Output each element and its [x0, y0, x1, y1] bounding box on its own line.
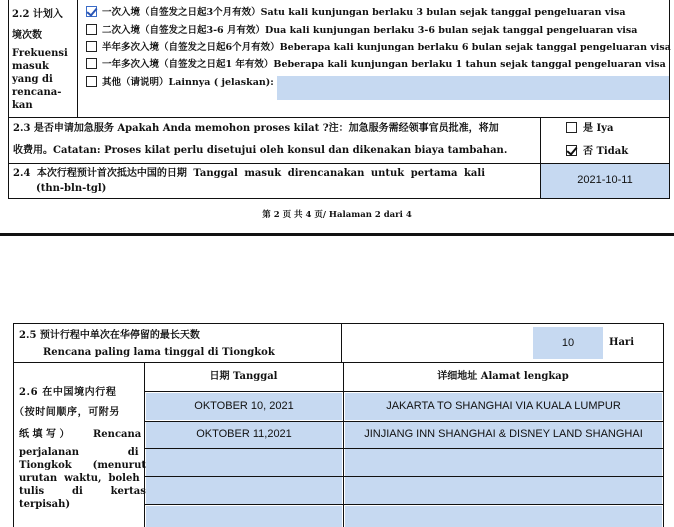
header-divider: [144, 391, 664, 392]
option-double-entry-checkbox[interactable]: [86, 24, 97, 35]
option-label-cn: 其他（请说明）: [102, 77, 169, 88]
itinerary-date-field[interactable]: [146, 449, 342, 476]
row-divider: [144, 504, 664, 505]
max-stay-days-value: 10: [561, 337, 575, 349]
expedite-yes-label: 是 Iya: [583, 123, 614, 134]
section-2-6-label-ms-line-2: urutan waktu, boleh: [19, 473, 140, 484]
itinerary-date-field[interactable]: [146, 506, 342, 527]
section-2-3-question: 2.3 是否申请加急服务 Apakah Anda memohon proses kilat ?注：加急服务需经领事官员批准，将加: [13, 123, 499, 134]
border-right: [669, 117, 670, 199]
option-half-year[interactable]: [102, 42, 671, 54]
option-label-cn: 一年多次入境（自签发之日起1 年有效）: [102, 59, 274, 70]
table-top-border: [13, 323, 664, 324]
itinerary-date-value: OKTOBER 11,2021: [196, 428, 292, 440]
option-label-cn: 一次入境（自签发之日起3个月有效）: [102, 7, 261, 18]
section-2-3-note: 收费用。Catatan: Proses kilat perlu disetujui oleh konsul dan dikenakan biaya tambahan.: [13, 145, 508, 156]
section-2-6-label-cn-3: [19, 428, 69, 441]
border-right: [669, 0, 670, 118]
section-2-6-label-ms-line-4: terpisah): [19, 499, 71, 510]
border-left: [8, 0, 9, 118]
column-divider-date: [343, 362, 344, 527]
row-divider-2-3-top: [8, 117, 670, 118]
option-label-ms: Beberapa kali kunjungan berlaku 1 tahun sejak tanggal pengeluaran visa: [273, 59, 666, 70]
section-2-2-label-ms-3: rencana-: [12, 87, 62, 98]
option-double-entry[interactable]: [102, 25, 637, 37]
section-2-4-format: (thn-bln-tgl): [36, 183, 107, 194]
expedite-no-checkbox[interactable]: [566, 145, 577, 156]
section-2-6-label-ms-1: Rencana: [93, 429, 142, 440]
option-label-cn: 半年多次入境（自签发之日起6个月有效）: [102, 42, 280, 53]
section-2-6-label-ms-line-0: perjalanan di: [19, 447, 139, 458]
section-2-2-label-ms-4: kan: [12, 100, 33, 111]
itinerary-address-value: JINJIANG INN SHANGHAI & DISNEY LAND SHANGHAI: [364, 428, 643, 440]
page-break: [0, 233, 674, 236]
column-divider: [341, 323, 342, 363]
section-2-2-label-ms-1: masuk: [12, 61, 49, 72]
first-entry-date-value: 2021-10-11: [577, 174, 633, 186]
section-2-4-label: 2.4 本次行程预计首次抵达中国的日期 Tanggal masuk direncanakan untuk pertama kali: [13, 168, 485, 179]
section-2-2-label-ms-2: yang di: [12, 74, 53, 85]
label-cn-part: 纸 填 写 ）: [19, 429, 70, 440]
section-2-5-label: 2.5 预计行程中单次在华停留的最长天数: [19, 330, 200, 341]
table-right-border: [663, 323, 664, 527]
option-label-cn: 二次入境（自签发之日起3-6 月有效）: [102, 25, 265, 36]
option-label-ms: Dua kali kunjungan berlaku 3-6 bulan sejak tanggal pengeluaran visa: [264, 25, 638, 36]
expedite-yes-checkbox[interactable]: [566, 122, 577, 133]
other-explanation-input[interactable]: [277, 76, 669, 100]
column-header-address: 详细地址 Alamat lengkap: [437, 371, 569, 382]
section-2-2-label-cn-2: 境次数: [12, 30, 42, 41]
section-2-2-label-cn-1: 2.2 计划入: [12, 9, 63, 20]
max-stay-unit: Hari: [609, 337, 634, 348]
expedite-no-label: 否 Tidak: [583, 146, 629, 157]
section-2-5-label-ms: Rencana paling lama tinggal di Tiongkok: [43, 347, 275, 358]
section-2-6-label-cn-1: 2.6 在中国境内行程: [19, 387, 117, 398]
option-single-entry-checkbox[interactable]: [86, 6, 97, 17]
row-divider-bottom: [8, 198, 670, 199]
option-other-checkbox[interactable]: [86, 76, 97, 87]
section-2-2-label-ms-0: Frekuensi: [12, 48, 68, 59]
itinerary-date-value: OKTOBER 10, 2021: [194, 400, 294, 412]
column-divider-label: [144, 362, 145, 527]
itinerary-address-field[interactable]: [345, 449, 662, 476]
option-one-year[interactable]: [102, 59, 666, 71]
section-2-6-label-cn-2: （按时间顺序，可附另: [14, 407, 120, 418]
option-half-year-checkbox[interactable]: [86, 41, 97, 52]
option-single-entry[interactable]: [102, 7, 626, 19]
border-left: [8, 117, 9, 167]
itinerary-address-field[interactable]: [345, 477, 662, 504]
section-2-6-label-ms-line-3: tulis di kertas: [19, 486, 146, 497]
option-one-year-checkbox[interactable]: [86, 58, 97, 69]
page-footer: 第 2 页 共 4 页/ Halaman 2 dari 4: [262, 210, 412, 220]
border-divider: [77, 0, 78, 118]
option-other[interactable]: [102, 77, 274, 89]
section-2-6-label-ms-line-1: Tiongkok (menurut: [19, 460, 146, 471]
table-left-border: [13, 323, 14, 527]
border-left: [8, 163, 9, 199]
itinerary-date-field[interactable]: [146, 477, 342, 504]
option-label-ms: Lainnya ( jelaskan):: [168, 77, 274, 88]
itinerary-address-field[interactable]: [345, 506, 662, 527]
column-header-date: 日期 Tanggal: [209, 371, 278, 382]
option-label-ms: Beberapa kali kunjungan berlaku 6 bulan sejak tanggal pengeluaran visa: [279, 42, 671, 53]
itinerary-address-value: JAKARTA TO SHANGHAI VIA KUALA LUMPUR: [386, 400, 621, 412]
row-divider-2-6-top: [13, 362, 664, 363]
option-label-ms: Satu kali kunjungan berlaku 3 bulan sejak tanggal pengeluaran visa: [260, 7, 626, 18]
